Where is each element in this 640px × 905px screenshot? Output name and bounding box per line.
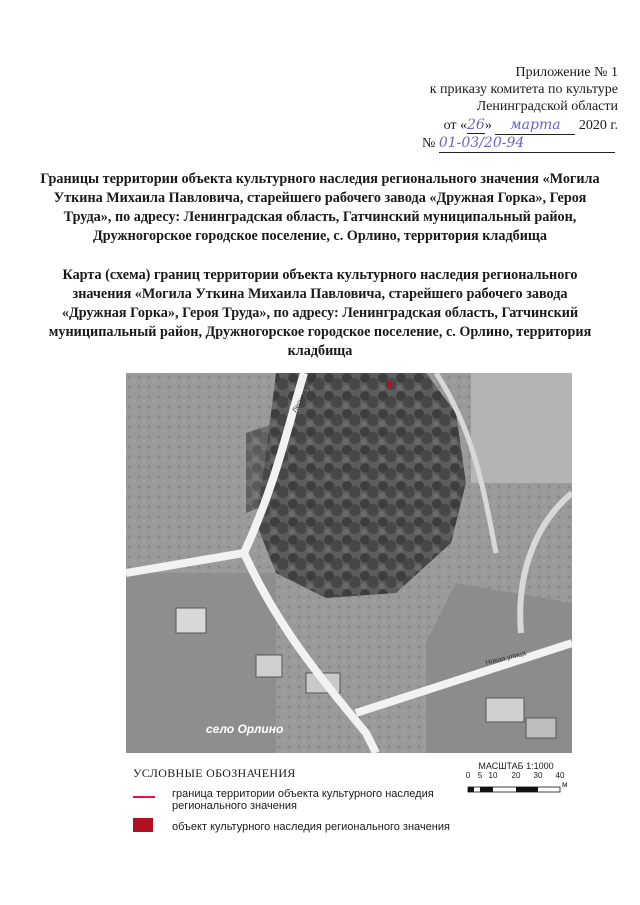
appendix-header [422,64,618,153]
appendix-number: Приложение № 1 [515,65,618,80]
date-year: 2020 г. [578,118,618,133]
scale-tick: 30 [533,771,543,780]
date-day: 26 [467,117,485,133]
aerial-map [126,373,572,753]
scale-tick: 10 [488,771,498,780]
road-label-2: Новая улица [484,650,527,667]
scale-tick: 20 [511,771,521,780]
legend-boundary-swatch [133,796,155,798]
document-title: Границы территории объекта культурного наследия регионального значения «Могила Уткина Михаила Павловича, старейшего рабочего завода «Дружная Горка», Героя Труда», по адресу: Ленинградская область, Гатчинский муниципальный район, Дружногорское городское поселение, с. Орлино, территория кладбища [40,171,600,244]
legend-object-swatch [133,818,153,832]
scale-unit: м [562,780,568,789]
appendix-committee: Ленинградской области [476,99,618,114]
legend-object-label: объект культурного наследия регионального значения [172,821,450,833]
scale-bar [466,761,566,799]
road-label-1: Лесная улица [291,373,319,414]
legend-boundary-label: граница территории объекта культурного наследия регионального значения [172,788,434,812]
heritage-object-marker [387,382,392,388]
village-label: село Орлино [206,722,284,736]
scale-tick: 40 [555,771,565,780]
order-date: от «26» марта 2020 г. [443,117,618,133]
scale-tick: 5 [477,771,483,780]
scale-bar-graphic [466,786,566,794]
appendix-order-ref: к приказу комитета по культуре [429,82,618,97]
legend-title: УСЛОВНЫЕ ОБОЗНАЧЕНИЯ [133,766,296,780]
scale-ticks [466,771,566,781]
scale-tick: 0 [465,771,471,780]
date-month: марта [495,117,575,135]
order-number-value: 01-03/20-94 [439,135,615,153]
map-title: Карта (схема) границ территории объекта культурного наследия регионального значения «Могила Уткина Михаила Павловича, старейшего рабочего завода «Дружная Горка», Героя Труда», по адресу: Ленинградская область, Гатчинский муниципальный район, Дружногорское городское поселение, с. Орлино, территория кладбища [48,267,592,359]
order-number: № 01-03/20-94 [422,135,618,153]
scale-title: МАСШТАБ 1:1000 [478,761,554,771]
